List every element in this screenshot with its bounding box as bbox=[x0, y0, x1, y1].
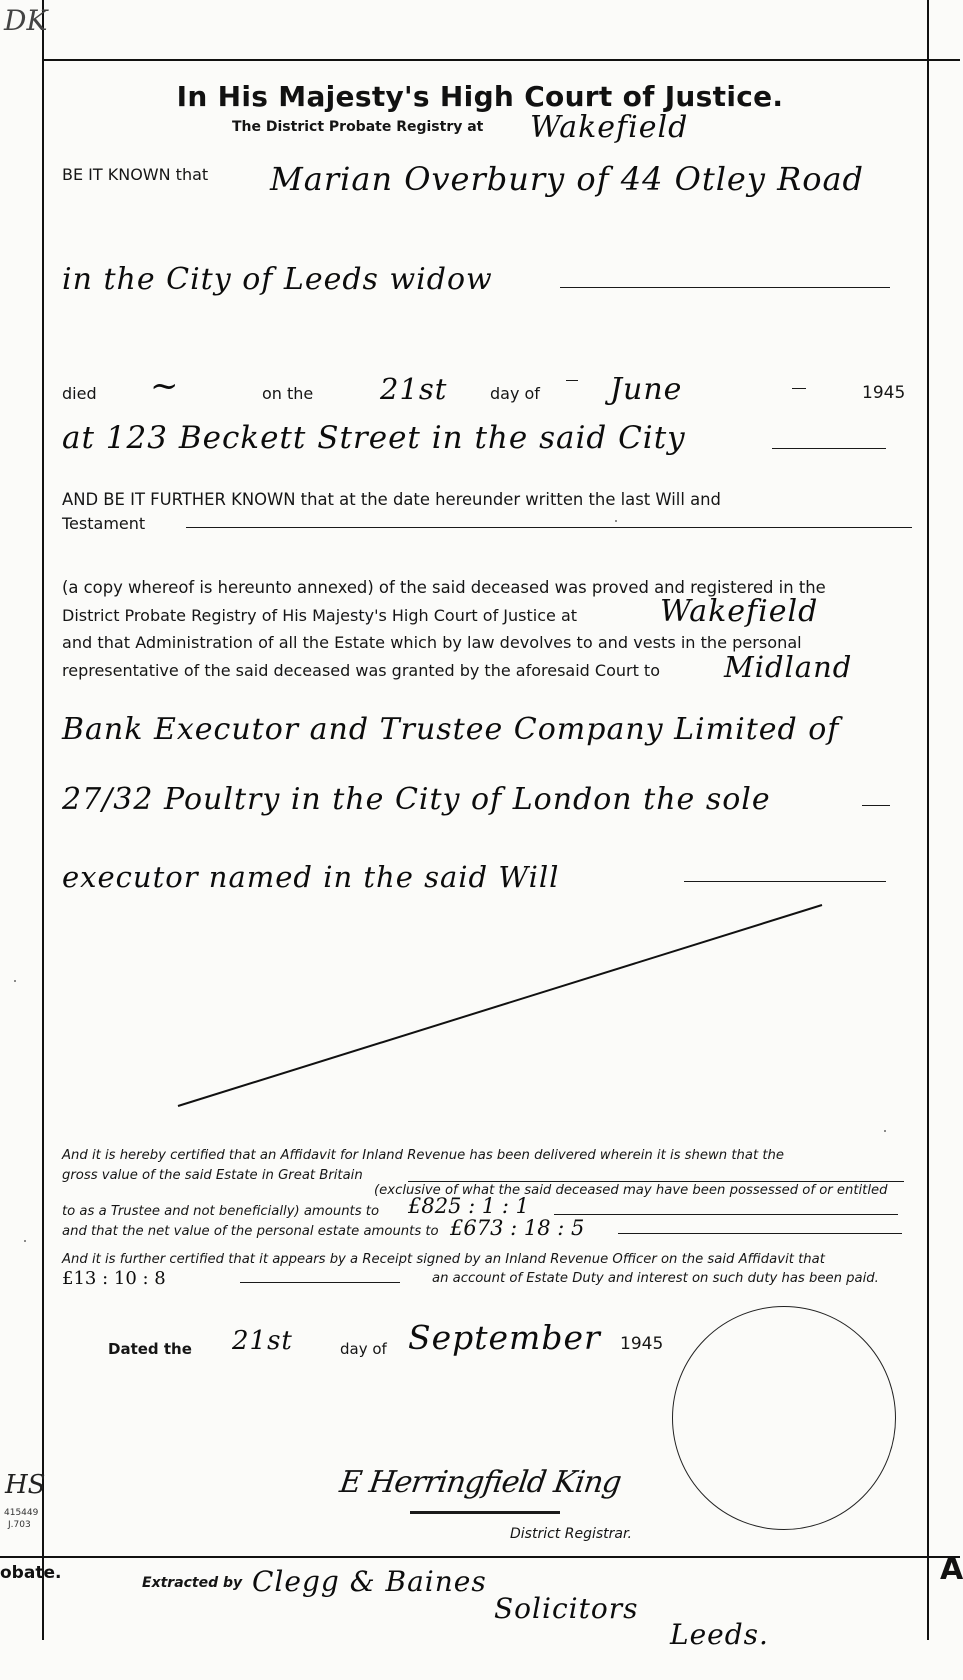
scan-speck bbox=[14, 980, 16, 982]
corner-mark: DK bbox=[4, 4, 48, 37]
cert-line-4: to as a Trustee and not beneficially) amounts to bbox=[62, 1204, 380, 1219]
signature-underline bbox=[410, 1511, 560, 1514]
executor-line-2: 27/32 Poultry in the City of London the sole bbox=[62, 782, 771, 817]
executor-line-1: Bank Executor and Trustee Company Limited of bbox=[62, 712, 840, 747]
scan-speck bbox=[884, 1130, 886, 1132]
fill-line-5 bbox=[684, 881, 886, 882]
died-mark: ~ bbox=[150, 366, 180, 406]
registrar-signature: E Herringfield King bbox=[337, 1465, 623, 1500]
dated-label: Dated the bbox=[108, 1340, 192, 1358]
margin-right-fragment: A bbox=[940, 1552, 963, 1587]
fill-line-3 bbox=[186, 527, 912, 528]
admin-line-2: District Probate Registry of His Majesty's High Court of Justice at bbox=[62, 606, 578, 625]
further-known-text: AND BE IT FURTHER KNOWN that at the date hereunder written the last Will and bbox=[62, 490, 721, 509]
footer-border-line bbox=[0, 1556, 960, 1558]
on-the-label: on the bbox=[262, 384, 314, 403]
right-border-line bbox=[927, 0, 929, 1640]
dated-year: 1945 bbox=[620, 1334, 664, 1354]
dated-day-of-label: day of bbox=[340, 1340, 387, 1358]
court-seal bbox=[672, 1306, 896, 1530]
death-day: 21st bbox=[380, 372, 448, 406]
day-of-label: day of bbox=[490, 384, 540, 403]
month-dash-right bbox=[792, 388, 806, 389]
died-label: died bbox=[62, 384, 97, 403]
margin-initials: HS bbox=[5, 1470, 46, 1500]
net-amount: £673 : 18 : 5 bbox=[450, 1216, 585, 1240]
admin-line-4: representative of the said deceased was granted by the aforesaid Court to bbox=[62, 661, 660, 680]
month-dash-left bbox=[566, 380, 578, 381]
cert-fill-line-3 bbox=[618, 1233, 902, 1234]
executor-line-3: executor named in the said Will bbox=[62, 860, 560, 894]
cert-line-7: an account of Estate Duty and interest on such duty has been paid. bbox=[432, 1271, 879, 1286]
top-border-line bbox=[42, 59, 960, 61]
dated-day: 21st bbox=[232, 1326, 293, 1356]
death-year: 1945 bbox=[862, 383, 906, 403]
testament-label: Testament bbox=[62, 514, 146, 533]
cert-line-5: and that the net value of the personal estate amounts to bbox=[62, 1224, 439, 1239]
duty-amount: £13 : 10 : 8 bbox=[62, 1268, 166, 1289]
grant-registry-place: Wakefield bbox=[660, 594, 819, 629]
solicitors-label: Solicitors bbox=[494, 1592, 639, 1625]
scan-speck bbox=[24, 1240, 26, 1242]
executor-name-start: Midland bbox=[724, 650, 853, 684]
deceased-city: in the City of Leeds widow bbox=[62, 262, 493, 297]
cert-fill-line-2 bbox=[554, 1214, 898, 1215]
fill-line-4 bbox=[862, 805, 890, 806]
death-place: at 123 Beckett Street in the said City bbox=[62, 420, 686, 456]
fill-line-2 bbox=[772, 448, 886, 449]
cert-line-2: gross value of the said Estate in Great Britain bbox=[62, 1168, 363, 1183]
margin-ref-2: J.703 bbox=[8, 1520, 31, 1530]
registry-place: Wakefield bbox=[530, 110, 689, 145]
margin-left-fragment: obate. bbox=[0, 1563, 62, 1583]
gross-amount: £825 : 1 : 1 bbox=[408, 1194, 530, 1218]
death-month: June bbox=[610, 372, 683, 407]
solicitors-city: Leeds. bbox=[670, 1618, 769, 1651]
fill-line-1 bbox=[560, 287, 890, 288]
dated-month: September bbox=[408, 1318, 601, 1357]
margin-ref-1: 415449 bbox=[4, 1508, 39, 1518]
registrar-title: District Registrar. bbox=[510, 1526, 632, 1542]
deceased-name-address: Marian Overbury of 44 Otley Road bbox=[270, 160, 865, 198]
cert-fill-line-4 bbox=[240, 1282, 400, 1283]
cert-line-3: (exclusive of what the said deceased may have been possessed of or entitled bbox=[374, 1183, 888, 1198]
extracted-label: Extracted by bbox=[142, 1575, 243, 1591]
extracted-by: Clegg & Baines bbox=[252, 1565, 487, 1598]
scan-speck bbox=[615, 520, 617, 522]
registry-prefix: The District Probate Registry at bbox=[232, 119, 484, 135]
cert-fill-line-1 bbox=[408, 1181, 904, 1182]
cert-line-1: And it is hereby certified that an Affidavit for Inland Revenue has been delivered wherein it is shewn that the bbox=[62, 1148, 784, 1163]
cert-line-6: And it is further certified that it appears by a Receipt signed by an Inland Revenue Officer on the said Affidavit that bbox=[62, 1252, 825, 1267]
court-title: In His Majesty's High Court of Justice. bbox=[176, 80, 784, 113]
admin-line-3: and that Administration of all the Estate which by law devolves to and vests in the personal bbox=[62, 633, 802, 652]
admin-line-1: (a copy whereof is hereunto annexed) of the said deceased was proved and registered in the bbox=[62, 578, 826, 597]
left-border-line bbox=[42, 0, 44, 1640]
be-it-known-label: BE IT KNOWN that bbox=[62, 165, 209, 184]
